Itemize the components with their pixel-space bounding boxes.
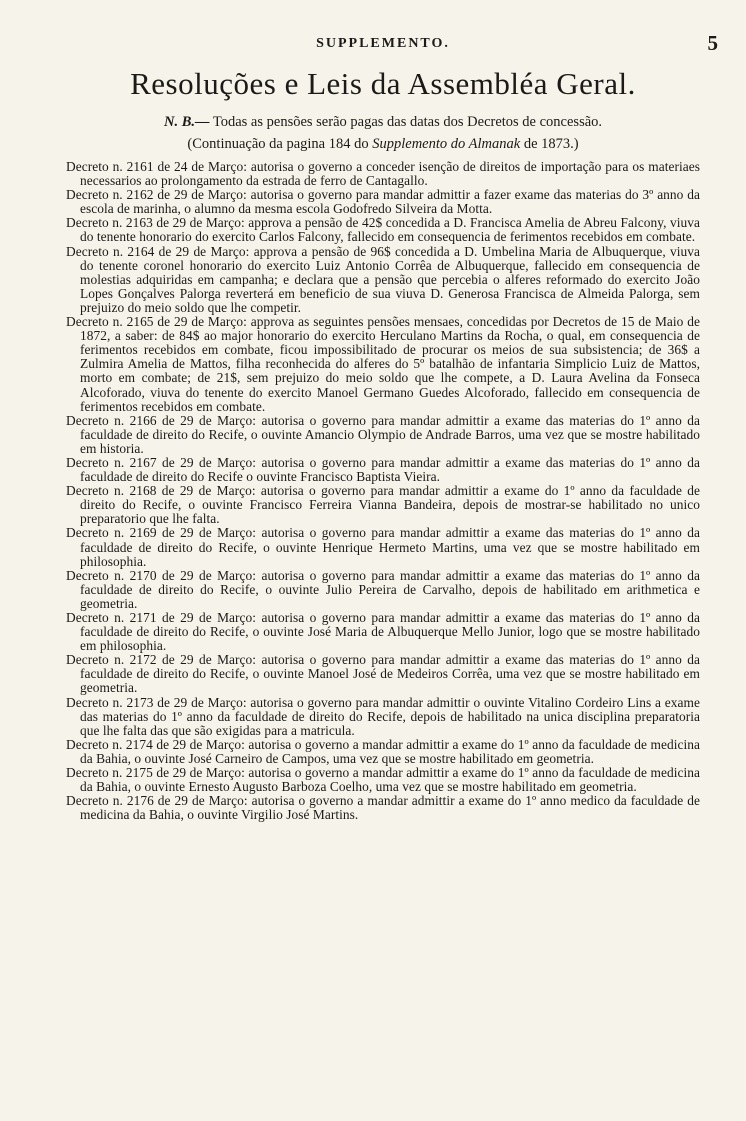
nota-bene — [66, 114, 700, 131]
continuation-note — [66, 136, 700, 153]
continuation-after: de 1873.) — [520, 136, 579, 152]
decree-2174: Decreto n. 2174 de 29 de Março: autorisa o governo a mandar admittir a exame do 1º anno da faculdade de medicina da Bahia, o ouvinte José Carneiro de Campos, uma vez que se mostre habilitado em geometria. — [66, 736, 700, 766]
nota-bene-label: N. B.— — [163, 114, 210, 130]
continuation-before: (Continuação da pagina 184 do — [187, 136, 373, 152]
decree-2166: Decreto n. 2166 de 29 de Março: autorisa o governo para mandar admittir a exame das materias do 1º anno da faculdade de direito do Recife, o ouvinte Amancio Olympio de Andrade Barros, uma vez que se mostre habilitado em historia. — [66, 412, 700, 456]
nota-bene-text: Todas as pensões serão pagas das datas dos Decretos de concessão. — [212, 114, 603, 130]
page-number: 5 — [707, 31, 718, 55]
decree-2164: Decreto n. 2164 de 29 de Março: approva a pensão de 96$ concedida a D. Umbelina Maria de Albuquerque, viuva do tenente coronel honorario do exercito Luiz Antonio Corrêa de Albuquerque, fallecido em consequencia de molestias adquiridas em campanha; e declara que a pensão que percebia o alferes reformado do exercito João Lopes Gonçalves Palorga reverterá em beneficio de sua viuva D. Generosa Francisca de Almeida Palorga, sem prejuizo do meio soldo que lhe competir. — [66, 243, 700, 315]
decree-2162: Decreto n. 2162 de 29 de Março: autorisa o governo para mandar admittir a fazer exame das materias do 3º anno da escola de marinha, o alumno da mesma escola Godofredo Silveira da Motta. — [66, 187, 700, 217]
decree-list — [66, 160, 700, 822]
continuation-source: Supplemento do Almanak — [372, 136, 521, 152]
decree-2170: Decreto n. 2170 de 29 de Março: autorisa o governo para mandar admittir a exame das materias do 1º anno da faculdade de direito do Recife, o ouvinte Julio Pereira de Carvalho, depois de habilitado em arithmetica e geometria. — [66, 567, 700, 611]
decree-2172: Decreto n. 2172 de 29 de Março: autorisa o governo para mandar admittir a exame das materias do 1º anno da faculdade de direito do Recife, o ouvinte Manoel José de Medeiros Corrêa, uma vez que se mostre habilitado em geometria. — [66, 652, 700, 696]
decree-2165: Decreto n. 2165 de 29 de Março: approva as seguintes pensões mensaes, concedidas por Decretos de 15 de Maio de 1872, a saber: de 84$ ao major honorario do exercito Herculano Martins da Rocha, o qual, em consequencia de ferimentos recebidos em combate, ficou impossibilitado de procurar os meios de sua subsistencia; de 36$ a Zulmira Amelia de Mattos, filha reconhecida do alferes do 5º batalhão de infantaria Simplicio Luiz de Mattos, morto em combate; de 21$, sem prejuizo do meio soldo que lhe compete, a D. Laura Avelina da Fonseca Alcoforado, viuva do tenente do exercito Manoel Germano Guedes Alcoforado, fallecido em consequencia de ferimentos recebidos em combate. — [66, 314, 700, 414]
decree-2173: Decreto n. 2173 de 29 de Março: autorisa o governo para mandar admittir o ouvinte Vitalino Cordeiro Lins a exame das materias do 1º anno da faculdade de direito do Recife, depois de habilitado na unica disciplina preparatoria que lhe falta das que são exigidas para a matricula. — [66, 694, 700, 738]
decree-2161: Decreto n. 2161 de 24 de Março: autorisa o governo a conceder isenção de direitos de importação para os materiaes necessarios ao prolongamento da estrada de ferro de Cantagallo. — [66, 159, 700, 189]
decree-2171: Decreto n. 2171 de 29 de Março: autorisa o governo para mandar admittir a exame das materias do 1º anno da faculdade de direito do Recife, o ouvinte José Maria de Albuquerque Mello Junior, logo que se mostre habilitado em philosophia. — [66, 610, 700, 654]
running-head — [66, 0, 718, 55]
decree-2167: Decreto n. 2167 de 29 de Março: autorisa o governo para mandar admittir a exame das materias do 1º anno da faculdade de direito do Recife o ouvinte Francisco Baptista Vieira. — [66, 454, 700, 485]
decree-2169: Decreto n. 2169 de 29 de Março: autorisa o governo para mandar admittir a exame das materias do 1º anno da faculdade de direito do Recife, o ouvinte Henrique Hermeto Martins, uma vez que se mostre habilitado em philosophia. — [66, 525, 700, 569]
decree-2163: Decreto n. 2163 de 29 de Março: approva a pensão de 42$ concedida a D. Francisca Amelia de Abreu Falcony, viuva do tenente honorario do exercito Carlos Falcony, fallecido em consequencia de ferimentos recebidos em combate. — [66, 215, 700, 245]
running-title: SUPPLEMENTO. — [316, 36, 450, 51]
decree-2175: Decreto n. 2175 de 29 de Março: autorisa o governo a mandar admittir a exame do 1º anno da faculdade de medicina da Bahia, o ouvinte Ernesto Augusto Barboza Coelho, uma vez que se mostre habilitado em geometria. — [66, 765, 700, 795]
section-title: Resoluções e Leis da Assembléa Geral. — [130, 66, 636, 101]
decree-2168: Decreto n. 2168 de 29 de Março: autorisa o governo para mandar admittir a exame do 1º anno da faculdade de direito do Recife, o ouvinte Francisco Ferreira Vianna Bandeira, depois de mostrar-se habilitado no unico preparatorio que lhe falta. — [66, 483, 700, 527]
decree-2176: Decreto n. 2176 de 29 de Março: autorisa o governo a mandar admittir a exame do 1º anno medico da faculdade de medicina da Bahia, o ouvinte Virgilio José Martins. — [66, 793, 700, 823]
